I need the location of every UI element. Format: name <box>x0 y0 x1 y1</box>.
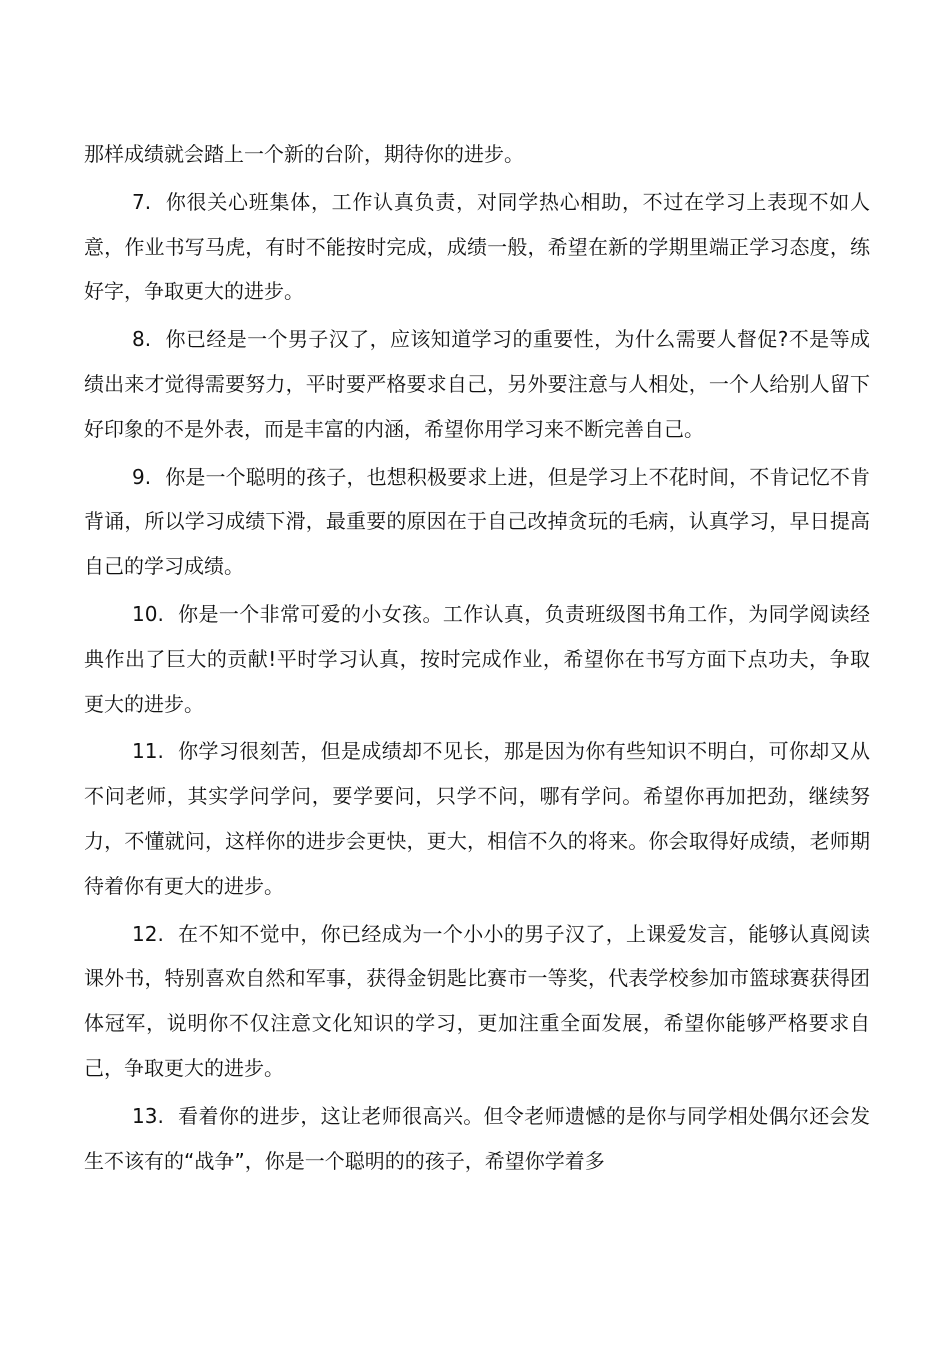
comment-item-11 <box>84 729 870 908</box>
item-text: 在不知不觉中，你已经成为一个小小的男子汉了，上课爱发言，能够认真阅读课外书，特别喜欢自然和军事，获得金钥匙比赛市一等奖，代表学校参加市篮球赛获得团体冠军，说明你不仅注意文化知识的学习，更加注重全面发展，希望你能够严格要求自己，争取更大的进步。 <box>84 921 870 1080</box>
item-text: 你学习很刻苦，但是成绩却不见长，那是因为你有些知识不明白，可你却又从不问老师，其实学问学问，要学要问，只学不问，哪有学问。希望你再加把劲，继续努力，不懂就问，这样你的进步会更快，更大，相信不久的将来。你会取得好成绩，老师期待着你有更大的进步。 <box>84 739 870 898</box>
item-number: 8. <box>132 327 152 352</box>
item-number: 12. <box>132 921 164 946</box>
item-text: 你已经是一个男子汉了，应该知道学习的重要性，为什么需要人督促?不是等成绩出来才觉得需要努力，平时要严格要求自己，另外要注意与人相处，一个人给别人留下好印象的不是外表，而是丰富的内涵，希望你用学习来不断完善自己。 <box>84 327 870 441</box>
comment-item-12 <box>84 912 870 1091</box>
comment-text-block <box>84 132 870 1186</box>
comment-item-10 <box>84 592 870 726</box>
item-text: 你是一个非常可爱的小女孩。工作认真，负责班级图书角工作，为同学阅读经典作出了巨大的贡献!平时学习认真，按时完成作业，希望你在书写方面下点功夫，争取更大的进步。 <box>84 601 870 716</box>
comment-item-13 <box>84 1094 870 1184</box>
item-number: 11. <box>132 739 164 764</box>
item-text: 看着你的进步，这让老师很高兴。但令老师遗憾的是你与同学相处偶尔还会发生不该有的“战争”，你是一个聪明的的孩子，希望你学着多 <box>84 1103 870 1173</box>
item-number: 10. <box>132 601 164 626</box>
comment-item-9 <box>84 455 870 589</box>
item-number: 13. <box>132 1103 164 1128</box>
item-text: 你很关心班集体，工作认真负责，对同学热心相助，不过在学习上表现不如人意，作业书写马虎，有时不能按时完成，成绩一般，希望在新的学期里端正学习态度，练好字，争取更大的进步。 <box>84 189 870 304</box>
item-number: 7. <box>132 189 152 214</box>
continued-paragraph: 那样成绩就会踏上一个新的台阶，期待你的进步。 <box>84 142 524 166</box>
comment-item-7 <box>84 180 870 314</box>
comment-item-8 <box>84 317 870 451</box>
item-text: 你是一个聪明的孩子，也想积极要求上进，但是学习上不花时间，不肯记忆不肯背诵，所以学习成绩下滑，最重要的原因在于自己改掉贪玩的毛病，认真学习，早日提高自己的学习成绩。 <box>84 464 870 579</box>
item-number: 9. <box>132 464 152 489</box>
